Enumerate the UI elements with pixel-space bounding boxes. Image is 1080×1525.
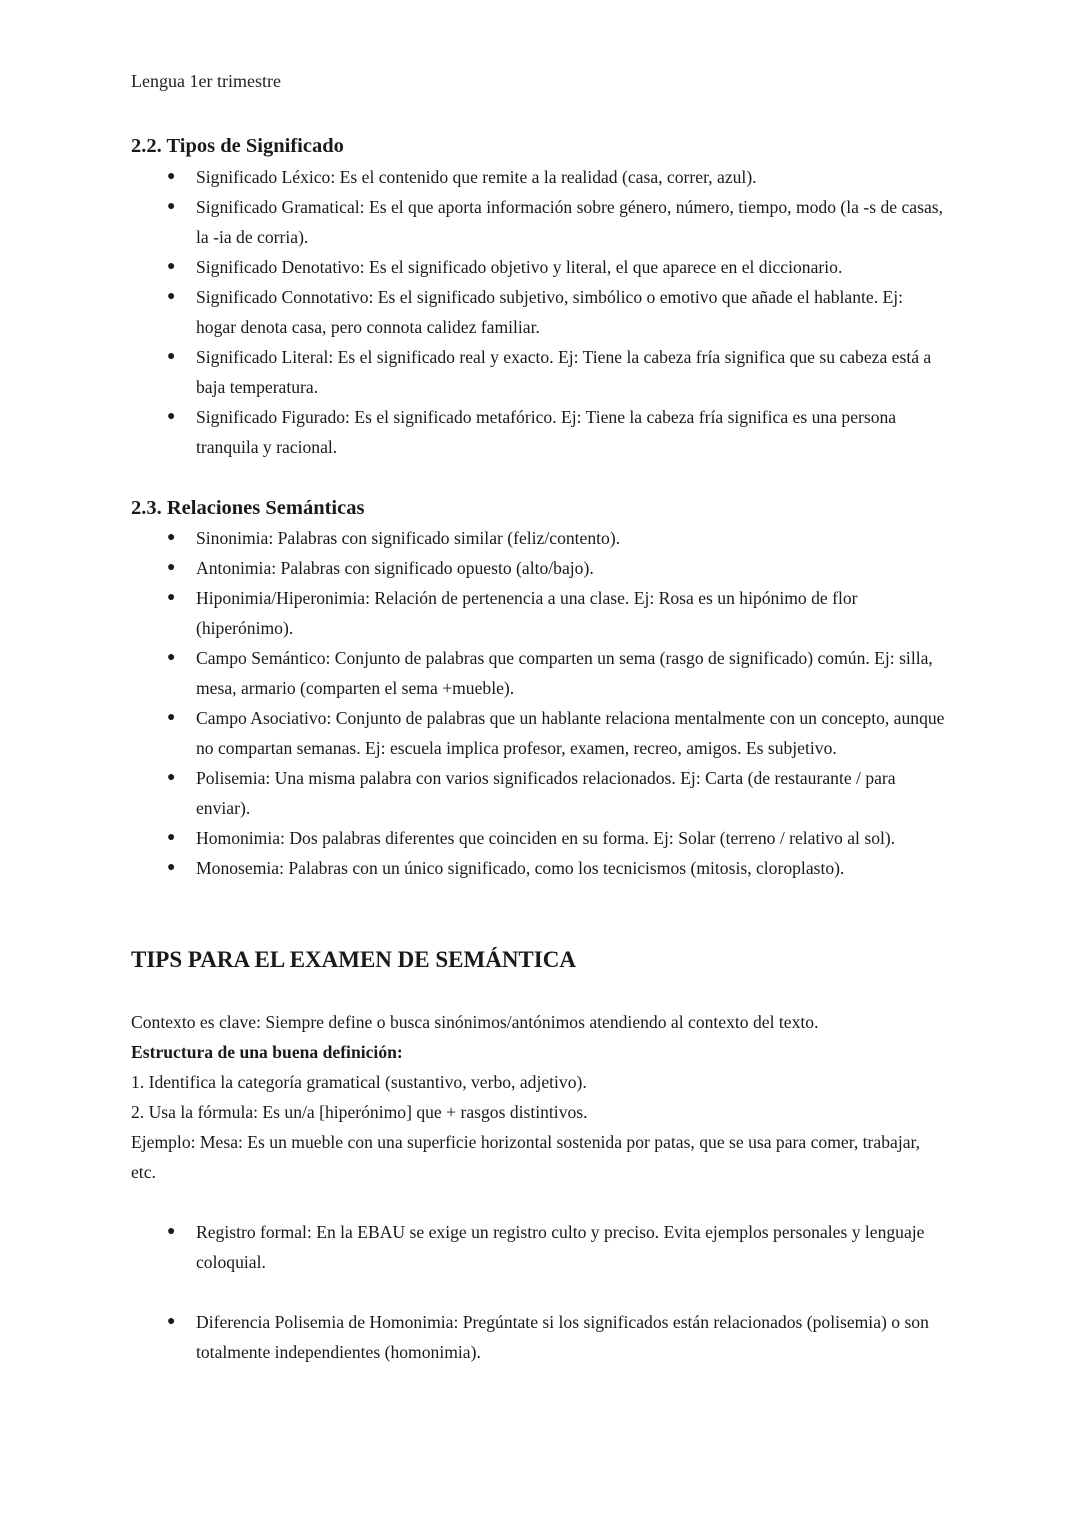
tipos-list [131,162,946,462]
list-item: ● Campo Semántico: Conjunto de palabras que comparten un sema (rasgo de significado) común. Ej: silla, mesa, armario (comparten el sema +mueble). [131,643,946,703]
list-item: ● Homonimia: Dos palabras diferentes que coinciden en su forma. Ej: Solar (terreno / relativo al sol). [131,823,946,853]
tips-body [131,1007,946,1187]
list-item: ● Hiponimia/Hiperonimia: Relación de pertenencia a una clase. Ej: Rosa es un hipónimo de flor (hiperónimo). [131,583,946,643]
bullet-icon: ● [167,409,176,424]
relaciones-list [131,523,946,883]
list-item: ● Antonimia: Palabras con significado opuesto (alto/bajo). [131,553,946,583]
list-item: ● Polisemia: Una misma palabra con varios significados relacionados. Ej: Carta (de restaurante / para enviar). [131,763,946,823]
bullet-icon: ● [167,650,176,665]
step-1: 1. Identifica la categoría gramatical (sustantivo, verbo, adjetivo). [131,1072,587,1092]
bullet-icon: ● [167,860,176,875]
list-item: ● Monosemia: Palabras con un único significado, como los tecnicismos (mitosis, cloroplasto). [131,853,946,883]
list-item: ● Significado Denotativo: Es el significado objetivo y literal, el que aparece en el diccionario. [131,252,946,282]
bullet-icon: ● [167,770,176,785]
bullet-icon: ● [167,530,176,545]
bullet-icon: ● [167,1314,176,1329]
page-header: Lengua 1er trimestre [131,71,281,91]
bullet-icon: ● [167,199,176,214]
list-item: ● Sinonimia: Palabras con significado similar (feliz/contento). [131,523,946,553]
bullet-icon: ● [167,830,176,845]
bullet-icon: ● [167,259,176,274]
bullet-icon: ● [167,560,176,575]
bullet-icon: ● [167,1224,176,1239]
section-heading-relaciones: 2.3. Relaciones Semánticas [131,497,365,519]
section-heading-tipos: 2.2. Tipos de Significado [131,135,344,157]
bullet-icon: ● [167,289,176,304]
example-paragraph: Ejemplo: Mesa: Es un mueble con una superficie horizontal sostenida por patas, que se usa para comer, trabajar, etc. [131,1132,921,1182]
bullet-icon: ● [167,710,176,725]
context-paragraph: Contexto es clave: Siempre define o busca sinónimos/antónimos atendiendo al contexto del texto. [131,1012,819,1032]
list-item: ● Diferencia Polisemia de Homonimia: Pregúntate si los significados están relacionados (polisemia) o son totalmente independientes (homonimia). [131,1307,946,1367]
tips-list-2 [131,1307,946,1367]
tips-list [131,1217,946,1277]
list-item: ● Significado Léxico: Es el contenido que remite a la realidad (casa, correr, azul). [131,162,946,192]
list-item: ● Significado Gramatical: Es el que aporta información sobre género, número, tiempo, modo (la -s de casas, la -ia de corria). [131,192,946,252]
list-item: ● Campo Asociativo: Conjunto de palabras que un hablante relaciona mentalmente con un concepto, aunque no compartan semanas. Ej: escuela implica profesor, examen, recreo, amigos. Es subjetivo. [131,703,946,763]
list-item: ● Significado Connotativo: Es el significado subjetivo, simbólico o emotivo que añade el hablante. Ej: hogar denota casa, pero connota calidez familiar. [131,282,946,342]
bullet-icon: ● [167,349,176,364]
step-2: 2. Usa la fórmula: Es un/a [hiperónimo] que + rasgos distintivos. [131,1102,588,1122]
bullet-icon: ● [167,590,176,605]
list-item: ● Significado Figurado: Es el significado metafórico. Ej: Tiene la cabeza fría significa es una persona tranquila y racional. [131,402,946,462]
tips-heading: TIPS PARA EL EXAMEN DE SEMÁNTICA [131,947,576,972]
list-item: ● Registro formal: En la EBAU se exige un registro culto y preciso. Evita ejemplos personales y lenguaje coloquial. [131,1217,946,1277]
structure-title: Estructura de una buena definición: [131,1042,403,1062]
list-item: ● Significado Literal: Es el significado real y exacto. Ej: Tiene la cabeza fría significa que su cabeza está a baja temperatura. [131,342,946,402]
bullet-icon: ● [167,169,176,184]
